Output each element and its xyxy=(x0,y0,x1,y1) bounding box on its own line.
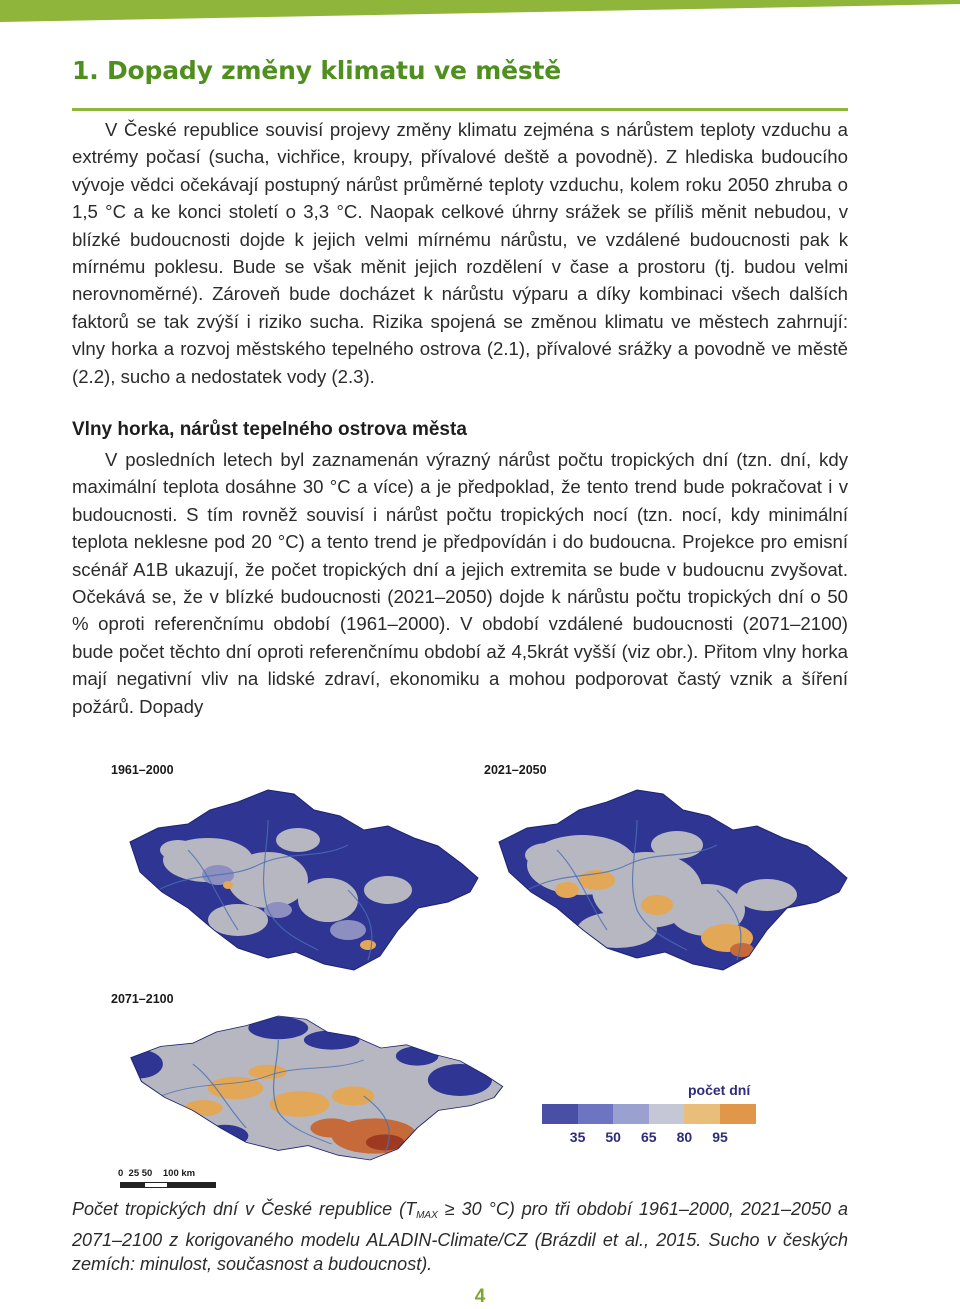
legend-tick-80: 80 xyxy=(676,1129,693,1145)
caption-sub: MAX xyxy=(416,1210,438,1221)
legend-tick-65: 65 xyxy=(641,1129,657,1145)
legend-swatch-2 xyxy=(613,1104,649,1124)
legend-swatch-1 xyxy=(578,1104,614,1124)
legend-tick-95: 95 xyxy=(712,1129,728,1145)
map-1961-2000 xyxy=(118,780,483,980)
map-label-1961-2000: 1961–2000 xyxy=(111,763,174,777)
map-2071-2100 xyxy=(118,1008,508,1168)
figure-caption xyxy=(72,1197,848,1276)
page-title: 1. Dopady změny klimatu ve městě xyxy=(72,56,562,85)
legend-swatch-0 xyxy=(542,1104,578,1124)
map-legend xyxy=(542,1082,756,1152)
legend-color-bar xyxy=(542,1104,756,1124)
intro-text: V České republice souvisí projevy změny klimatu zejména s nárůstem teploty vzduchu a extrémy počasí (sucha, vichřice, kroupy, přívalové deště a povodně). Z hlediska budoucího vývoje vědci očekávají postupný nárůst průměrné teploty vzduchu, kolem roku 2050 zhruba o 1,5 °C a ke konci století o 3,3 °C. Naopak celkové úhrny srážek se příliš měnit nebudou, v blízké budoucnosti dojde k jejich velmi mírnému nárůstu, ve vzdálené budoucnosti pak k mírnému poklesu. Bude se však měnit jejich rozdělení v čase a prostoru (tj. budou velmi nerovnoměrné). Zároveň bude docházet k nárůstu výparu a díky kombinaci všech dalších faktorů se tak zvýší i riziko sucha. Rizika spojená se změnou klimatu ve městech zahrnují: vlny horka a rozvoj městského tepelného ostrova (2.1), přívalové srážky a povodně ve městě (2.2), sucho a nedostatek vody (2.3). xyxy=(72,119,848,387)
top-decoration-band xyxy=(0,0,960,28)
scale-graphic xyxy=(120,1182,216,1188)
map-scale-bar xyxy=(118,1168,228,1192)
section-paragraph xyxy=(72,446,848,720)
section-text: V posledních letech byl zaznamenán výrazný nárůst počtu tropických dní (tzn. dní, kdy maximální teplota dosáhne 30 °C a více) a je předpoklad, že tento trend bude pokračovat i v budoucnosti. S tím rovněž souvisí i nárůst počtu tropických nocí (tzn. nocí, kdy minimální teplota neklesne pod 20 °C) a tento trend je předpovídán i do budoucna. Projekce pro emisní scénář A1B ukazují, že počet tropických dní a jejich extremita se bude v budoucnu zvyšovat. Očekává se, že v blízké budoucnosti (2021–2050) dojde k nárůstu počtu tropických dní o 50 % oproti referenčnímu období (1961–2000). V období vzdálené budoucnosti (2071–2100) bude počet těchto dní oproti referenčnímu období až 4,5krát vyšší (viz obr.). Přitom vlny horka mají negativní vliv na lidské zdraví, ekonomiku a mohou podporovat častý vznik a šíření požárů. Dopady xyxy=(72,449,848,717)
map-label-2021-2050: 2021–2050 xyxy=(484,763,547,777)
map-label-2071-2100: 2071–2100 xyxy=(111,992,174,1006)
intro-paragraph xyxy=(72,116,848,390)
caption-pre: Počet tropických dní v České republice (T xyxy=(72,1199,417,1219)
legend-swatch-3 xyxy=(649,1104,685,1124)
section-title: Vlny horka, nárůst tepelného ostrova města xyxy=(72,419,467,440)
page-number: 4 xyxy=(474,1286,486,1307)
title-rule xyxy=(72,108,848,111)
scale-label: 0 25 50 100 km xyxy=(118,1168,196,1179)
legend-swatch-5 xyxy=(720,1104,756,1124)
legend-tick-35: 35 xyxy=(569,1129,586,1145)
legend-tick-50: 50 xyxy=(605,1129,621,1145)
map-2021-2050 xyxy=(487,780,852,980)
legend-title: počet dní xyxy=(688,1082,751,1098)
caption-post: ≥ 30 °C) pro tři období 1961–2000, 2021–2050 a 2071–2100 z korigovaného modelu ALADIN-Climate/CZ (Brázdil et al., 2015. Sucho v českých zemích: minulost, současnost a budoucnost). xyxy=(72,1199,849,1274)
legend-swatch-4 xyxy=(684,1104,720,1124)
